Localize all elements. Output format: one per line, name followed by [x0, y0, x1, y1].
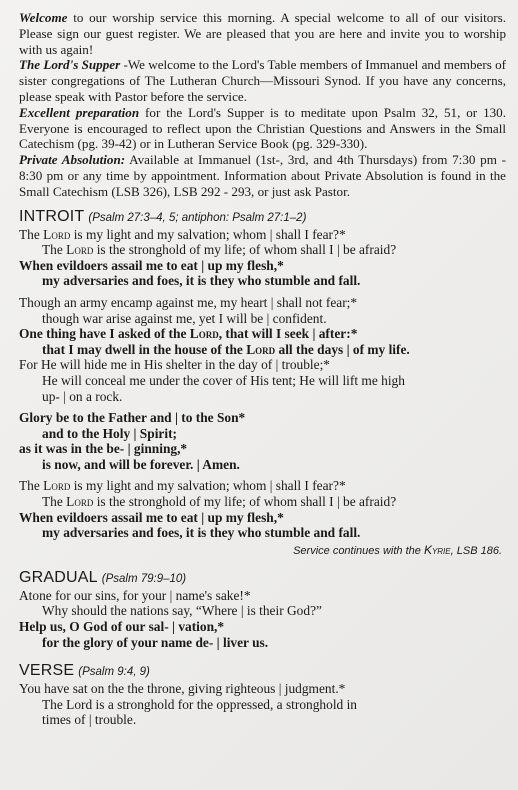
psalm-line — [19, 227, 506, 243]
verse-heading — [19, 662, 506, 680]
note-suffix: , LSB 186. — [450, 544, 502, 557]
psalm-line — [19, 478, 506, 494]
verse-stanzas — [19, 681, 506, 728]
line-text: Though an army encamp against me, my heart | shall not fear;* — [19, 294, 358, 310]
section-title: INTROIT — [19, 207, 85, 225]
line-text: You have sat on the the throne, giving righteous | judgment.* — [19, 681, 346, 697]
stanza — [19, 227, 506, 289]
gradual-heading — [19, 569, 506, 587]
line-text: and to the Holy | Spirit; — [42, 425, 178, 441]
line-text: is now, and will be forever. | Amen. — [42, 456, 240, 472]
stanza — [19, 588, 506, 650]
line-text: is my light and my salvation; whom | shall I fear?* — [70, 478, 346, 494]
psalm-line — [19, 242, 506, 258]
psalm-line — [19, 681, 506, 697]
paragraph-text: -We welcome to the Lord's Table members of Immanuel and members of sister congregations of The Lutheran Church—Missouri Synod. If you have any concerns, please speak with Pastor before the service. — [19, 57, 507, 104]
paragraph-text: Available at Immanuel (1st-, 3rd, and 4th Thursdays) from 7:30 pm - 8:30 pm or any time by appointment. Information about Private Absolution is found in the Small Catechism (LSB 326), LSB 292 - 293, or just ask Pastor. — [19, 152, 507, 199]
lords-supper-paragraph — [19, 57, 506, 104]
section-reference: (Psalm 79:9–10) — [101, 572, 187, 585]
paragraph-lead: Welcome — [19, 10, 68, 25]
introit-stanzas — [19, 227, 506, 541]
line-text: Help us, O God of our sal- | vation,* — [19, 619, 225, 635]
line-text: The Lord is a stronghold for the oppressed, a stronghold in — [42, 696, 357, 712]
lord-small-caps: Lord — [246, 341, 276, 357]
psalm-line — [19, 389, 506, 405]
line-text: all the days | of my life. — [275, 341, 410, 357]
line-text: He will conceal me under the cover of His tent; He will lift me high — [42, 372, 405, 388]
line-text: up- | on a rock. — [42, 388, 123, 404]
psalm-line — [19, 494, 506, 510]
line-text: as it was in the be- | ginning,* — [19, 441, 188, 457]
section-reference: (Psalm 9:4, 9) — [78, 666, 150, 679]
psalm-line — [19, 619, 506, 635]
stanza — [19, 410, 506, 472]
psalm-line — [19, 311, 506, 327]
line-text: The — [42, 242, 67, 258]
absolution-paragraph — [19, 152, 506, 199]
psalm-line — [19, 588, 506, 604]
paragraph-lead: The Lord's Supper — [19, 57, 121, 73]
psalm-line — [19, 697, 506, 713]
line-text: For He will hide me in His shelter in the day of | trouble;* — [19, 357, 330, 373]
line-text: is my light and my salvation; whom | shall I fear?* — [70, 226, 346, 242]
introit-heading — [19, 208, 506, 226]
lord-small-caps: Lord — [43, 226, 71, 242]
section-title: GRADUAL — [19, 568, 98, 586]
line-text: for the glory of your name de- | liver us. — [42, 634, 269, 650]
line-text: that I may dwell in the house of the — [42, 341, 247, 357]
welcome-paragraph — [19, 10, 506, 57]
paragraph-text: to our worship service this morning. A special welcome to all of our visitors. Please sign our guest register. We are pleased that you are here and invite you to worship with us again! — [19, 10, 506, 57]
paragraph-text: for the Lord's Supper is to meditate upon Psalm 32, 51, or 130. Everyone is encouraged to reflect upon the Christian Questions and Answers in the Small Catechism (pg. 39-42) or in Lutheran Service Book (pg. 329-330). — [19, 104, 506, 152]
note-prefix: Service continues with the — [293, 544, 424, 557]
line-text: times of | trouble. — [42, 712, 137, 728]
psalm-line — [19, 603, 506, 619]
preparation-paragraph — [19, 105, 506, 152]
line-text: my adversaries and foes, it is they who stumble and fall. — [42, 273, 361, 289]
lord-small-caps: Lord — [66, 242, 94, 258]
psalm-line — [19, 457, 506, 473]
line-text: , that will I seek | after:* — [218, 326, 358, 342]
paragraph-lead: Private Absolution: — [19, 152, 126, 168]
line-text: is the stronghold of my life; of whom shall I | be afraid? — [93, 242, 397, 258]
line-text: Atone for our sins, for your | name's sake!* — [19, 587, 251, 603]
stanza — [19, 295, 506, 404]
psalm-line — [19, 342, 506, 358]
gradual-stanzas — [19, 588, 506, 650]
psalm-line — [19, 441, 506, 457]
line-text: is the stronghold of my life; of whom shall I | be afraid? — [93, 494, 397, 510]
line-text: When evildoers assail me to eat | up my flesh,* — [19, 509, 284, 525]
line-text: When evildoers assail me to eat | up my flesh,* — [19, 257, 284, 273]
psalm-line — [19, 426, 506, 442]
line-text: The — [19, 478, 44, 494]
paragraph-lead: Excellent preparation — [19, 104, 140, 120]
psalm-line — [19, 510, 506, 526]
lord-small-caps: Lord — [66, 494, 94, 510]
psalm-line — [19, 410, 506, 426]
psalm-line — [19, 357, 506, 373]
section-title: VERSE — [19, 662, 75, 680]
psalm-line — [19, 373, 506, 389]
psalm-line — [19, 712, 506, 728]
announcements — [19, 10, 506, 200]
service-continues-note — [19, 543, 502, 557]
note-kyrie: Kyrie — [423, 542, 451, 557]
psalm-line — [19, 326, 506, 342]
verse-section — [19, 662, 506, 728]
psalm-line — [19, 273, 506, 289]
line-text: One thing have I asked of the — [19, 326, 190, 342]
line-text: Glory be to the Father and | to the Son* — [19, 410, 246, 426]
line-text: though war arise against me, yet I will be | confident. — [42, 310, 327, 326]
lord-small-caps: Lord — [189, 326, 219, 342]
section-reference: (Psalm 27:3–4, 5; antiphon: Psalm 27:1–2) — [88, 211, 307, 224]
stanza — [19, 478, 506, 540]
psalm-line — [19, 635, 506, 651]
psalm-line — [19, 525, 506, 541]
line-text: The — [19, 226, 44, 242]
line-text: Why should the nations say, “Where | is their God?” — [42, 603, 322, 619]
line-text: my adversaries and foes, it is they who stumble and fall. — [42, 525, 361, 541]
psalm-line — [19, 295, 506, 311]
introit-section — [19, 208, 506, 557]
stanza — [19, 681, 506, 728]
line-text: The — [42, 494, 67, 510]
psalm-line — [19, 258, 506, 274]
gradual-section — [19, 569, 506, 650]
lord-small-caps: Lord — [43, 478, 71, 494]
